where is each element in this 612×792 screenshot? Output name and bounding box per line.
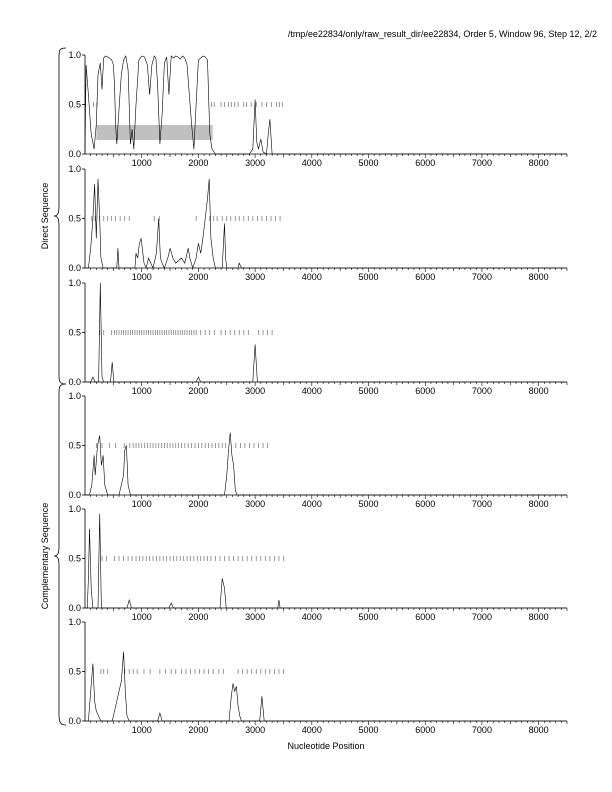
y-tick-label: 1.0 — [68, 391, 81, 401]
x-tick-label: 3000 — [245, 386, 266, 396]
x-tick-label: 3000 — [245, 158, 266, 168]
x-tick-label: 3000 — [245, 272, 266, 282]
y-tick-label: 0.5 — [68, 666, 81, 677]
y-tick-label: 0.5 — [68, 213, 81, 224]
series-line — [85, 652, 567, 721]
x-tick-label: 1000 — [131, 272, 152, 282]
x-tick-label: 2000 — [188, 612, 209, 622]
y-tick-label: 1.0 — [68, 50, 81, 60]
y-tick-label: 0.0 — [68, 603, 81, 613]
x-tick-label: 6000 — [415, 725, 436, 735]
x-tick-label: 8000 — [528, 158, 549, 168]
series-line — [85, 433, 567, 495]
x-tick-label: 5000 — [358, 499, 379, 509]
x-tick-label: 8000 — [528, 612, 549, 622]
panel-comp-1 — [68, 391, 567, 509]
y-tick-label: 0.0 — [68, 263, 81, 273]
panels-container — [68, 50, 567, 735]
x-tick-label: 7000 — [471, 612, 492, 622]
y-tick-label: 0.0 — [68, 377, 81, 387]
x-tick-label: 5000 — [358, 612, 379, 622]
y-tick-label: 0.0 — [68, 716, 81, 726]
y-tick-label: 1.0 — [68, 617, 81, 627]
x-tick-label: 1000 — [131, 386, 152, 396]
x-tick-label: 6000 — [415, 612, 436, 622]
panel-direct-2 — [68, 164, 567, 282]
x-tick-label: 6000 — [415, 272, 436, 282]
x-tick-label: 4000 — [301, 158, 322, 168]
y-tick-label: 0.0 — [68, 149, 81, 159]
panel-comp-2 — [68, 504, 567, 622]
x-tick-label: 8000 — [528, 272, 549, 282]
group-label-direct: Direct Sequence — [40, 182, 50, 250]
panel-direct-1 — [68, 50, 567, 168]
x-tick-label: 5000 — [358, 386, 379, 396]
group-label-complementary: Complementary Sequence — [40, 502, 50, 610]
y-tick-label: 0.5 — [68, 99, 81, 110]
panel-comp-3 — [68, 617, 567, 735]
x-tick-label: 7000 — [471, 158, 492, 168]
x-tick-label: 1000 — [131, 499, 152, 509]
x-tick-label: 2000 — [188, 158, 209, 168]
x-tick-label: 3000 — [245, 725, 266, 735]
x-tick-label: 2000 — [188, 725, 209, 735]
x-tick-label: 4000 — [301, 499, 322, 509]
y-tick-label: 0.0 — [68, 490, 81, 500]
y-tick-label: 1.0 — [68, 504, 81, 514]
x-tick-label: 2000 — [188, 386, 209, 396]
x-tick-label: 1000 — [131, 158, 152, 168]
y-tick-label: 1.0 — [68, 278, 81, 288]
x-tick-label: 1000 — [131, 725, 152, 735]
group-bracket-direct — [40, 48, 66, 384]
x-tick-label: 4000 — [301, 725, 322, 735]
y-tick-label: 0.5 — [68, 440, 81, 451]
x-tick-label: 2000 — [188, 272, 209, 282]
x-tick-label: 1000 — [131, 612, 152, 622]
x-tick-label: 7000 — [471, 386, 492, 396]
x-tick-label: 3000 — [245, 612, 266, 622]
x-tick-label: 4000 — [301, 272, 322, 282]
x-tick-label: 8000 — [528, 386, 549, 396]
x-tick-label: 7000 — [471, 499, 492, 509]
x-tick-label: 7000 — [471, 272, 492, 282]
x-tick-label: 4000 — [301, 612, 322, 622]
y-tick-label: 0.5 — [68, 553, 81, 564]
x-tick-label: 5000 — [358, 272, 379, 282]
x-tick-label: 5000 — [358, 725, 379, 735]
figure-title: /tmp/ee22834/only/raw_result_dir/ee22834, Order 5, Window 96, Step 12, 2/2 — [287, 29, 597, 39]
series-line — [85, 514, 567, 608]
x-tick-label: 4000 — [301, 386, 322, 396]
x-tick-label: 6000 — [415, 386, 436, 396]
panel-direct-3 — [68, 278, 567, 396]
y-tick-label: 0.5 — [68, 327, 81, 338]
x-tick-label: 2000 — [188, 499, 209, 509]
series-line — [85, 179, 567, 268]
x-tick-label: 5000 — [358, 158, 379, 168]
x-tick-label: 6000 — [415, 158, 436, 168]
x-tick-label: 3000 — [245, 499, 266, 509]
x-axis-label: Nucleotide Position — [287, 741, 365, 751]
group-bracket-complementary — [40, 384, 66, 725]
y-tick-label: 1.0 — [68, 164, 81, 174]
x-tick-label: 7000 — [471, 725, 492, 735]
x-tick-label: 6000 — [415, 499, 436, 509]
x-tick-label: 8000 — [528, 499, 549, 509]
x-tick-label: 8000 — [528, 725, 549, 735]
